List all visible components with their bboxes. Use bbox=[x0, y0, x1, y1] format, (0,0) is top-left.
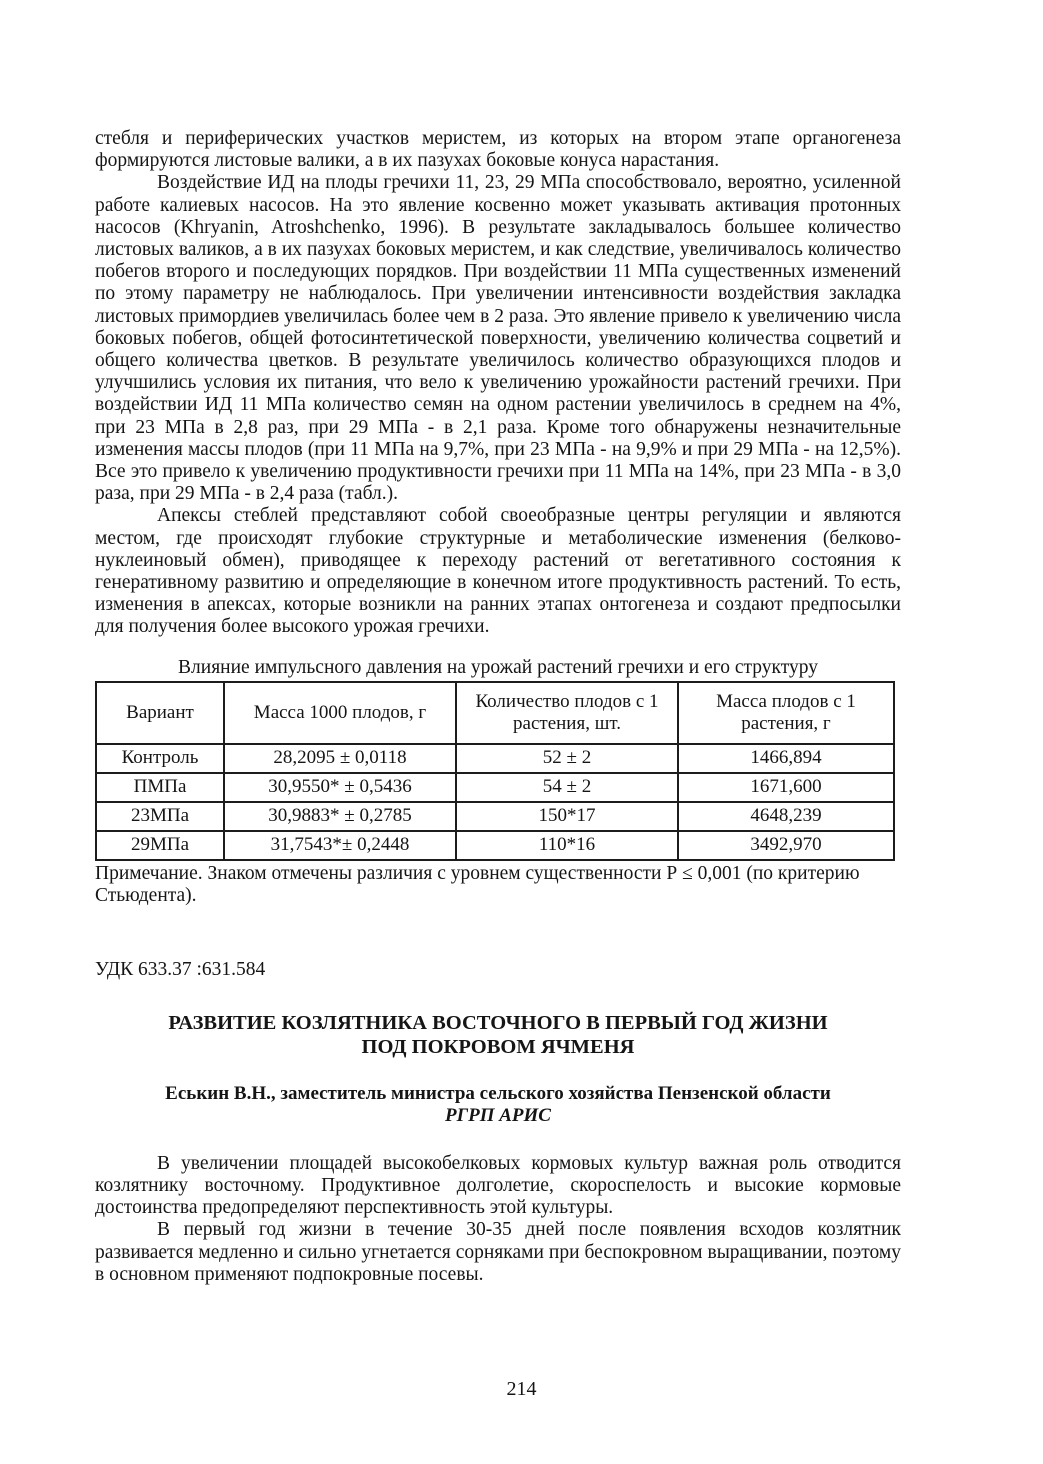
udk-code: УДК 633.37 :631.584 bbox=[95, 958, 266, 980]
table-cell-fruit-count: 52 ± 2 bbox=[456, 744, 678, 773]
table-cell-fruit-mass: 1466,894 bbox=[678, 744, 894, 773]
yield-table bbox=[95, 681, 895, 861]
table-cell-mass-1000: 31,7543*± 0,2448 bbox=[224, 831, 456, 860]
page-content bbox=[95, 128, 901, 1286]
table-cell-mass-1000: 28,2095 ± 0,0118 bbox=[224, 744, 456, 773]
table-cell-variant: ПМПа bbox=[96, 773, 224, 802]
table-cell-fruit-count: 110*16 bbox=[456, 831, 678, 860]
table-cell-fruit-mass: 4648,239 bbox=[678, 802, 894, 831]
table-cell-variant: 29МПа bbox=[96, 831, 224, 860]
table-cell-fruit-count: 54 ± 2 bbox=[456, 773, 678, 802]
table-header-row bbox=[96, 682, 894, 744]
article-paragraph-intro: В увеличении площадей высокобелковых кормовых культур важная роль отводится козлятнику восточному. Продуктивное долголетие, скороспелость и высокие кормовые достоинства предопределяют перспективность этой культуры. bbox=[95, 1152, 901, 1219]
column-header-fruit-count: Количество плодов с 1 растения, шт. bbox=[456, 682, 678, 744]
paragraph-pressure-effect: Воздействие ИД на плоды гречихи 11, 23, 29 МПа способствовало, вероятно, усиленной работе калиевых насосов. На это явление косвенно может указывать активация протонных насосов (Khryanin, Atroshchenko, 1996). В результате закладывалось большее количество листовых валиков, а в их пазухах боковых меристем, и как следствие, увеличивалось количество побегов второго и последующих порядков. При воздействии 11 МПа существенных изменений по этому параметру не наблюдалось. При увеличении интенсивности воздействия закладка листовых примордиев увеличилась более чем в 2 раза. Это явление привело к увеличению числа боковых побегов, общей фотосинтетической поверхности, увеличению количества соцветий и общего количества цветков. В результате увеличилось количество образующихся плодов и улучшились условия их питания, что вело к увеличению урожайности растений гречихи. При воздействии ИД 11 МПа количество семян на одном растении увеличилось в среднем на 4%, при 23 МПа в 2,8 раз, при 29 МПа - в 2,1 раза. Кроме того обнаружены незначительные изменения массы плодов (при 11 МПа на 9,7%, при 23 МПа - на 9,9% и при 29 МПа - на 12,5%). Все это привело к увеличению продуктивности гречихи при 11 МПа на 14%, при 23 МПа - в 3,0 раза, при 29 МПа - в 2,4 раза (табл.). bbox=[95, 172, 901, 505]
table-cell-variant: 23МПа bbox=[96, 802, 224, 831]
table-row bbox=[96, 831, 894, 860]
paragraph-apex: Апексы стеблей представляют собой своеобразные центры регуляции и являются местом, где происходят глубокие структурные и метаболические изменения (белково-нуклеиновый обмен), приводящее к переходу растений от вегетативного состояния к генеративному развитию и определяющие в конечном итоге продуктивность растений. То есть, изменения в апексах, которые возникли на ранних этапах онтогенеза и создают предпосылки для получения более высокого урожая гречихи. bbox=[95, 505, 901, 638]
page-number: 214 bbox=[506, 1378, 537, 1400]
table-note: Примечание. Знаком отмечены различия с уровнем существенности Р ≤ 0,001 (по критерию Стьюдента). bbox=[95, 862, 860, 906]
article-title-line-1: РАЗВИТИЕ КОЗЛЯТНИКА ВОСТОЧНОГО В ПЕРВЫЙ ГОД ЖИЗНИ bbox=[168, 1011, 828, 1034]
table-cell-fruit-count: 150*17 bbox=[456, 802, 678, 831]
paragraph-continuation: стебля и периферических участков меристем, из которых на втором этапе органогенеза формируются листовые валики, а в их пазухах боковые конуса нарастания. bbox=[95, 128, 901, 172]
table-cell-variant: Контроль bbox=[96, 744, 224, 773]
column-header-variant: Вариант bbox=[96, 682, 224, 744]
article-author: Еськин В.Н., заместитель министра сельского хозяйства Пензенской области bbox=[165, 1082, 831, 1104]
article-paragraph-first-year: В первый год жизни в течение 30-35 дней после появления всходов козлятник развивается медленно и сильно угнетается сорняками при беспокровном выращивании, поэтому в основном применяют подпокровные посевы. bbox=[95, 1219, 901, 1285]
column-header-mass-1000: Масса 1000 плодов, г bbox=[224, 682, 456, 744]
article-organization: РГРП АРИС bbox=[445, 1104, 551, 1126]
table-row bbox=[96, 802, 894, 831]
article-title-line-2: ПОД ПОКРОВОМ ЯЧМЕНЯ bbox=[361, 1035, 635, 1058]
article-title bbox=[95, 1011, 901, 1059]
column-header-fruit-mass: Масса плодов с 1 растения, г bbox=[678, 682, 894, 744]
table-row bbox=[96, 744, 894, 773]
table-row bbox=[96, 773, 894, 802]
table-cell-mass-1000: 30,9550* ± 0,5436 bbox=[224, 773, 456, 802]
table-cell-fruit-mass: 1671,600 bbox=[678, 773, 894, 802]
table-cell-mass-1000: 30,9883* ± 0,2785 bbox=[224, 802, 456, 831]
table-cell-fruit-mass: 3492,970 bbox=[678, 831, 894, 860]
table-caption: Влияние импульсного давления на урожай растений гречихи и его структуру bbox=[178, 656, 818, 678]
